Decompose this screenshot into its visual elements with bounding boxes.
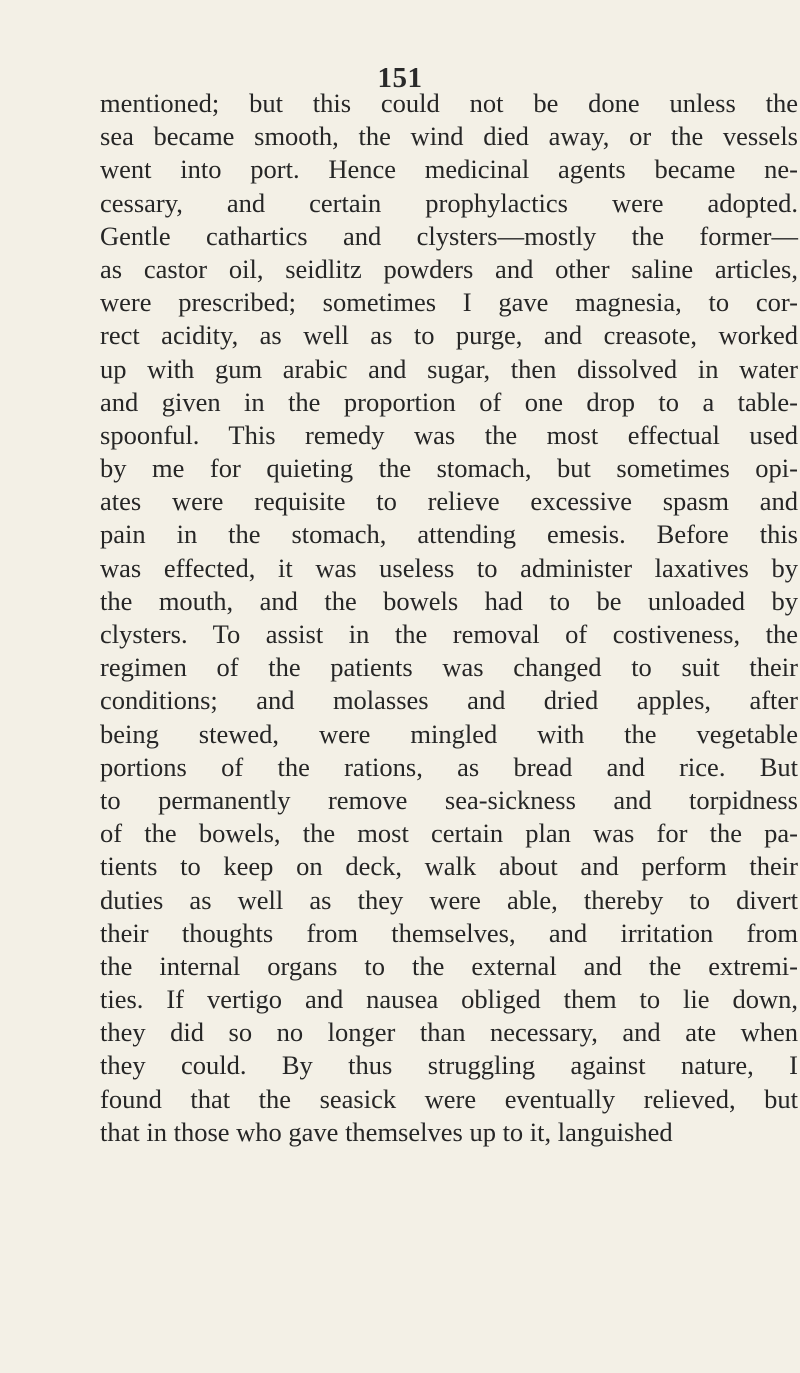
text-line: of the bowels, the most certain plan was for the pa- — [100, 818, 798, 849]
text-line: pain in the stomach, attending emesis. Before this — [100, 519, 798, 550]
text-line: by me for quieting the stomach, but sometimes opi- — [100, 453, 798, 484]
text-line: rect acidity, as well as to purge, and creasote, worked — [100, 320, 798, 351]
text-line: found that the seasick were eventually relieved, but — [100, 1083, 798, 1114]
text-line: went into port. Hence medicinal agents became ne- — [100, 154, 798, 185]
text-line: ates were requisite to relieve excessive spasm and — [100, 486, 798, 517]
body-text — [100, 87, 798, 1149]
text-line: they could. By thus struggling against nature, I — [100, 1050, 798, 1081]
text-line: portions of the rations, as bread and rice. But — [100, 751, 798, 782]
text-line: that in those who gave themselves up to it, languished — [100, 1116, 673, 1147]
text-line: to permanently remove sea-sickness and torpidness — [100, 784, 798, 815]
text-line: their thoughts from themselves, and irritation from — [100, 917, 798, 948]
text-line: were prescribed; sometimes I gave magnesia, to cor- — [100, 287, 798, 318]
page-number: 151 — [377, 62, 423, 94]
text-line: as castor oil, seidlitz powders and other saline articles, — [100, 253, 798, 284]
text-line: Gentle cathartics and clysters—mostly the former— — [100, 220, 798, 251]
text-line: was effected, it was useless to administer laxatives by — [100, 552, 798, 583]
text-line: mentioned; but this could not be done unless the — [100, 88, 798, 118]
text-line: up with gum arabic and sugar, then dissolved in water — [100, 353, 798, 384]
text-line: duties as well as they were able, thereby to divert — [100, 884, 798, 915]
text-line: the mouth, and the bowels had to be unloaded by — [100, 585, 798, 616]
text-line: conditions; and molasses and dried apples, after — [100, 685, 798, 716]
text-line: they did so no longer than necessary, and ate when — [100, 1017, 798, 1048]
text-line: sea became smooth, the wind died away, or the vessels — [100, 121, 798, 152]
text-line: ties. If vertigo and nausea obliged them to lie down, — [100, 984, 798, 1015]
text-line: being stewed, were mingled with the vegetable — [100, 718, 798, 749]
text-line: spoonful. This remedy was the most effectual used — [100, 419, 798, 450]
text-line: the internal organs to the external and the extremi- — [100, 950, 798, 981]
text-line: and given in the proportion of one drop to a table- — [100, 386, 798, 417]
text-line: regimen of the patients was changed to suit their — [100, 652, 798, 683]
text-line: cessary, and certain prophylactics were adopted. — [100, 187, 798, 218]
text-line: tients to keep on deck, walk about and perform their — [100, 851, 798, 882]
text-line: clysters. To assist in the removal of costiveness, the — [100, 619, 798, 649]
